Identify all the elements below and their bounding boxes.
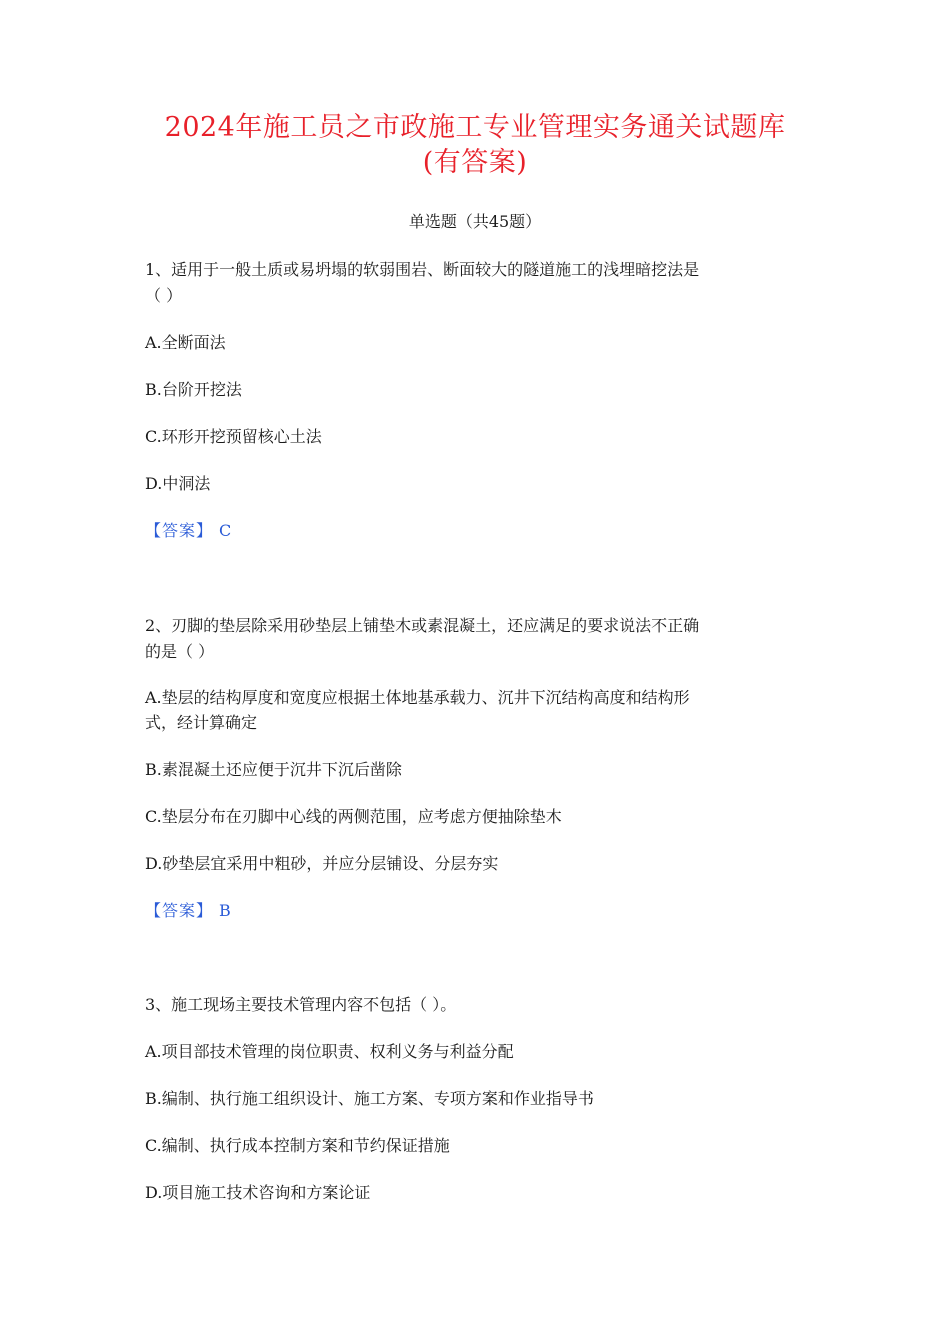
option-b: B.台阶开挖法	[145, 380, 242, 399]
answer-value: B	[219, 901, 231, 920]
answer-row	[145, 519, 825, 543]
option-b: B.素混凝土还应便于沉井下沉后凿除	[145, 760, 402, 779]
option-d: D.项目施工技术咨询和方案论证	[145, 1183, 371, 1202]
document-title-line-2: (有答案)	[422, 147, 528, 178]
option-c: C.编制、执行成本控制方案和节约保证措施	[145, 1136, 450, 1155]
option-a: A.项目部技术管理的岗位职责、权利义务与利益分配	[145, 1042, 514, 1061]
option-d: D.砂垫层宜采用中粗砂，并应分层铺设、分层夯实	[145, 854, 499, 873]
option-a: A.全断面法	[145, 333, 226, 352]
question-stem: 2、刃脚的垫层除采用砂垫层上铺垫木或素混凝土，还应满足的要求说法不正确	[145, 616, 700, 635]
answer-row	[145, 899, 825, 923]
option-c: C.环形开挖预留核心土法	[145, 427, 322, 446]
question-stem: （ ）	[145, 286, 183, 305]
document-title-line-1: 2024年施工员之市政施工专业管理实务通关试题库	[164, 112, 786, 143]
answer-label: 【答案】	[145, 521, 214, 540]
answer-label: 【答案】	[145, 901, 214, 920]
answer-value: C	[219, 521, 232, 540]
option-c: C.垫层分布在刃脚中心线的两侧范围，应考虑方便抽除垫木	[145, 807, 562, 826]
option-d: D.中洞法	[145, 474, 211, 493]
question-stem: 1、适用于一般土质或易坍塌的软弱围岩、断面较大的隧道施工的浅埋暗挖法是	[145, 260, 700, 279]
question-stem: 的是（ ）	[145, 642, 215, 661]
option-a-continued: 式，经计算确定	[145, 713, 258, 732]
section-header: 单选题（共45题）	[408, 212, 542, 231]
option-b: B.编制、执行施工组织设计、施工方案、专项方案和作业指导书	[145, 1089, 594, 1108]
option-a: A.垫层的结构厚度和宽度应根据土体地基承载力、沉井下沉结构高度和结构形	[145, 688, 690, 707]
question-stem: 3、施工现场主要技术管理内容不包括（ ）。	[145, 995, 457, 1014]
